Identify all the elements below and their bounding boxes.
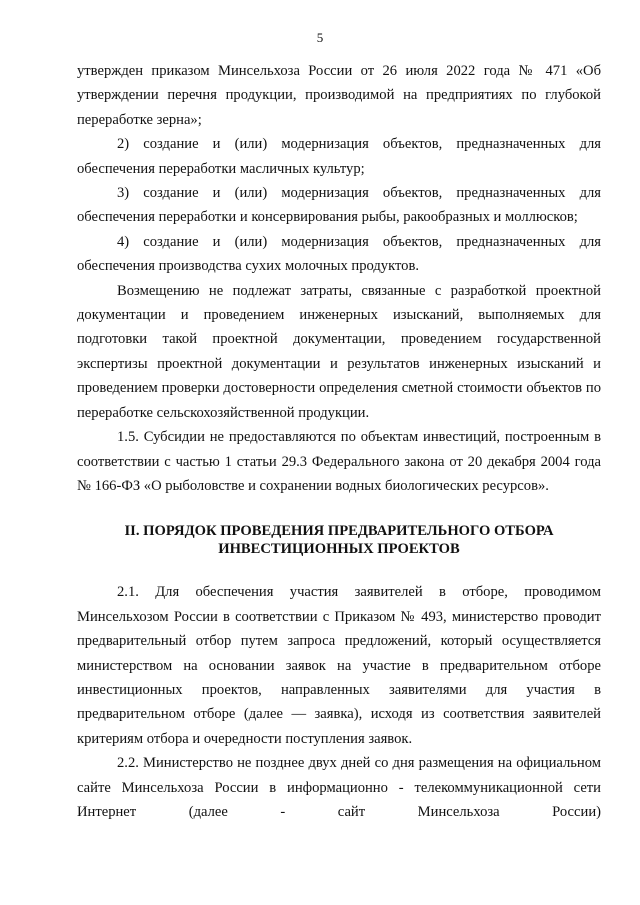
paragraph-2-2: 2.2. Министерство не позднее двух дней со дня размещения на официальном сайте Минсельхоза России в информационно - телекоммуникационной сети Интернет (далее - сайт Минсельхоза России) <box>77 755 601 820</box>
section-heading <box>77 522 601 558</box>
paragraph-excluded-costs: Возмещению не подлежат затраты, связанные с разработкой проектной документации и проведением инженерных изысканий, выполняемых для подготовки такой проектной документации, проведением государственной экспертизы проектной документации и результатов инженерных изысканий и проведением проверки достоверности определения сметной стоимости объектов по переработке сельскохозяйственной продукции. <box>77 282 601 421</box>
page-number: 5 <box>316 30 324 45</box>
paragraph-item-4: 4) создание и (или) модернизация объектов, предназначенных для обеспечения производства сухих молочных продуктов. <box>77 233 601 275</box>
paragraph-item-2: 2) создание и (или) модернизация объектов, предназначенных для обеспечения переработки масличных культур; <box>77 136 601 177</box>
document-body <box>77 59 601 824</box>
paragraph-intro-continuation: утвержден приказом Минсельхоза России от 26 июля 2022 года № 471 «Об утверждении перечня продукции, производимой на предприятиях по глубокой переработке зерна»; <box>77 63 601 128</box>
section-heading-line-1: II. ПОРЯДОК ПРОВЕДЕНИЯ ПРЕДВАРИТЕЛЬНОГО ОТБОРА <box>124 523 554 540</box>
section-heading-line-2: ИНВЕСТИЦИОННЫХ ПРОЕКТОВ <box>218 541 460 558</box>
paragraph-2-1: 2.1. Для обеспечения участия заявителей в отборе, проводимом Минсельхозом России в соответствии с Приказом № 493, министерство проводит предварительный отбор путем запроса предложений, который осуществляется министерством на основании заявок на участие в предварительном отборе инвестиционных проектов, направленных заявителями для участия в предварительном отборе (далее — заявка), исходя из соответствия заявителей критериям отбора и очередности поступления заявок. <box>77 584 601 747</box>
paragraph-item-3: 3) создание и (или) модернизация объектов, предназначенных для обеспечения переработки и консервирования рыбы, ракообразных и моллюсков; <box>77 185 601 226</box>
paragraph-1-5: 1.5. Субсидии не предоставляются по объектам инвестиций, построенным в соответствии с частью 1 статьи 29.3 Федерального закона от 20 декабря 2004 года № 166-ФЗ «О рыболовстве и сохранении водных биологических ресурсов». <box>77 429 601 494</box>
